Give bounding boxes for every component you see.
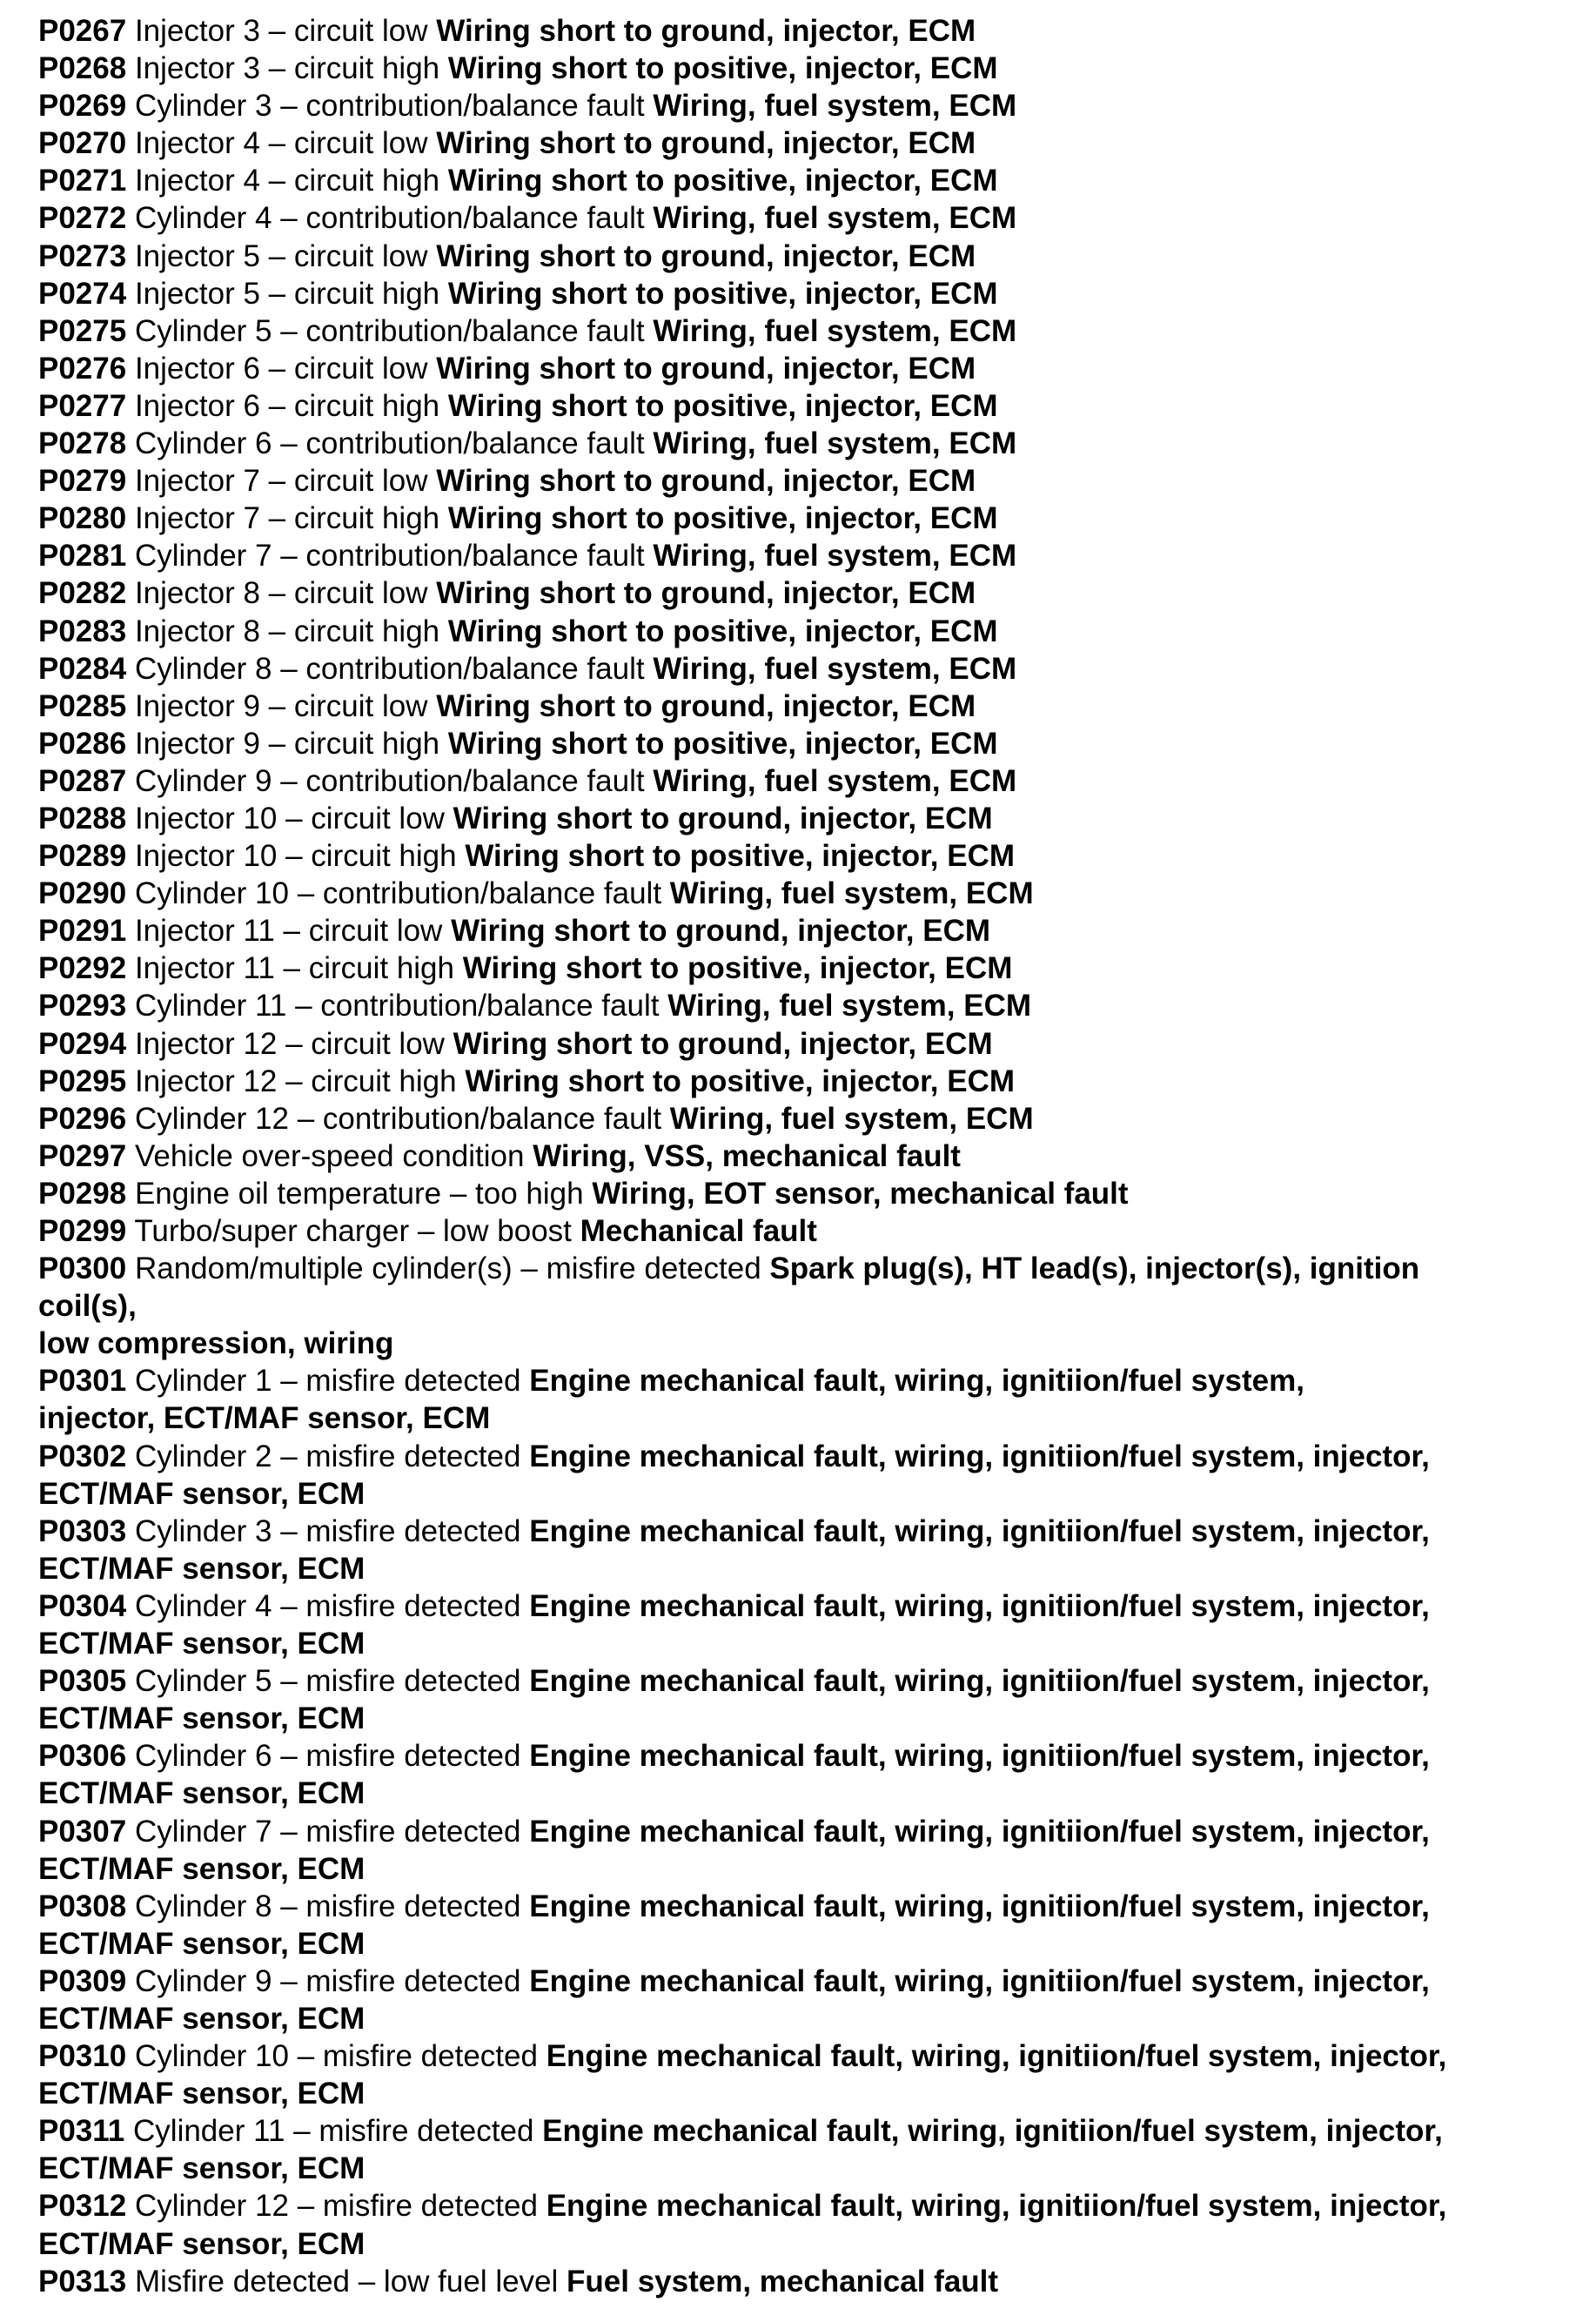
dtc-code: P0268 [38,51,127,86]
dtc-code: P0271 [38,164,127,198]
dtc-entry-line [38,987,1561,1024]
dtc-description: Injector 6 – circuit low [134,351,428,386]
dtc-code: P0280 [38,501,127,536]
dtc-possible-causes-continued: ECT/MAF sensor, ECM [38,1926,365,1961]
dtc-entry-line [38,500,1561,537]
dtc-possible-causes: Wiring, fuel system, ECM [653,426,1017,461]
dtc-possible-causes: Engine mechanical fault, wiring, ignitiion/fuel system, injector, [546,2189,1447,2224]
dtc-entry [38,1025,1561,1063]
dtc-possible-causes: Wiring short to positive, injector, ECM [447,388,998,423]
dtc-code: P0308 [38,1889,127,1923]
dtc-code: P0300 [38,1252,127,1286]
dtc-entry [38,688,1561,725]
dtc-entry [38,912,1561,950]
dtc-entry-line [38,725,1561,762]
dtc-entry [38,1063,1561,1100]
dtc-code: P0272 [38,201,127,236]
dtc-description: Injector 3 – circuit low [134,14,428,48]
dtc-description: Injector 5 – circuit low [134,238,428,273]
dtc-possible-causes: Wiring, fuel system, ECM [669,876,1034,911]
dtc-entry-line [38,1513,1561,1550]
dtc-description: Cylinder 6 – misfire detected [134,1739,521,1774]
dtc-code: P0309 [38,1963,127,1998]
dtc-entry-line [38,162,1561,199]
dtc-description: Cylinder 4 – contribution/balance fault [134,201,645,236]
dtc-entry-line [38,875,1561,912]
dtc-possible-causes-continued: ECT/MAF sensor, ECM [38,1627,365,1661]
dtc-entry [38,1438,1561,1513]
dtc-entry [38,1175,1561,1212]
dtc-entry-line [38,199,1561,237]
dtc-possible-causes: Wiring short to positive, injector, ECM [447,51,998,86]
dtc-description: Cylinder 9 – contribution/balance fault [134,763,645,798]
dtc-possible-causes: Wiring, VSS, mechanical fault [533,1138,961,1173]
dtc-entry [38,500,1561,537]
dtc-description: Cylinder 10 – misfire detected [134,2039,538,2074]
dtc-possible-causes: Wiring, fuel system, ECM [653,651,1017,686]
dtc-code: P0289 [38,839,127,874]
dtc-entry [38,387,1561,425]
dtc-possible-causes: Wiring short to positive, injector, ECM [447,164,998,198]
dtc-entry-line [38,312,1561,350]
dtc-code: P0310 [38,2039,127,2074]
dtc-description: Injector 9 – circuit high [134,726,440,761]
dtc-description: Random/multiple cylinder(s) – misfire detected [134,1252,761,1286]
dtc-possible-causes: Wiring, fuel system, ECM [653,763,1017,798]
dtc-description: Injector 9 – circuit low [134,688,428,723]
dtc-entry [38,875,1561,912]
dtc-code: P0270 [38,126,127,161]
dtc-description: Cylinder 8 – misfire detected [134,1889,521,1923]
dtc-entry-line [38,537,1561,574]
dtc-entry [38,537,1561,574]
dtc-description: Cylinder 7 – contribution/balance fault [134,539,645,574]
dtc-code: P0279 [38,464,127,499]
dtc-possible-causes: Engine mechanical fault, wiring, ignitiion/fuel system, injector, [529,1439,1430,1473]
dtc-description: Cylinder 2 – misfire detected [134,1439,521,1473]
dtc-possible-causes: Wiring short to positive, injector, ECM [462,951,1013,986]
dtc-entry-line [38,650,1561,688]
dtc-possible-causes-continued: injector, ECT/MAF sensor, ECM [38,1401,491,1436]
dtc-entry-line [38,1063,1561,1100]
dtc-possible-causes: Wiring short to ground, injector, ECM [436,351,976,386]
dtc-possible-causes: Wiring short to positive, injector, ECM [447,276,998,311]
dtc-description: Cylinder 5 – contribution/balance fault [134,313,645,348]
dtc-code: P0305 [38,1664,127,1699]
dtc-entry-line [38,1138,1561,1175]
dtc-entry-line [38,50,1561,87]
dtc-entry [38,1813,1561,1888]
dtc-possible-causes: Engine mechanical fault, wiring, ignitiion/fuel system, injector, [529,1963,1430,1998]
dtc-description: Injector 11 – circuit low [134,914,443,949]
dtc-possible-causes-continued: ECT/MAF sensor, ECM [38,1851,365,1886]
dtc-description: Injector 12 – circuit low [134,1026,445,1061]
dtc-possible-causes: Wiring, fuel system, ECM [667,989,1032,1023]
dtc-entry-line [38,2187,1561,2225]
dtc-description: Cylinder 7 – misfire detected [134,1814,521,1849]
dtc-entry [38,1737,1561,1812]
dtc-description: Injector 3 – circuit high [134,51,440,86]
dtc-possible-causes: Engine mechanical fault, wiring, ignitiion/fuel system, injector, [529,1588,1430,1623]
dtc-possible-causes: Wiring short to positive, injector, ECM [447,614,998,648]
dtc-code: P0297 [38,1138,127,1173]
dtc-description: Cylinder 5 – misfire detected [134,1664,521,1699]
dtc-entry [38,2037,1561,2112]
dtc-entry [38,762,1561,800]
dtc-entry-line [38,613,1561,650]
dtc-description: Injector 10 – circuit high [134,839,457,874]
dtc-entry [38,1100,1561,1138]
dtc-entry-line [38,762,1561,800]
dtc-code: P0301 [38,1364,127,1399]
dtc-entry [38,837,1561,875]
dtc-entry [38,50,1561,87]
dtc-description: Injector 10 – circuit low [134,801,445,836]
dtc-entry-line [38,2037,1561,2075]
dtc-entry [38,1138,1561,1175]
dtc-possible-causes: Wiring short to ground, injector, ECM [453,1026,993,1061]
dtc-description: Cylinder 3 – contribution/balance fault [134,89,645,124]
dtc-entry [38,613,1561,650]
dtc-code: P0306 [38,1739,127,1774]
dtc-code: P0282 [38,576,127,611]
dtc-possible-causes: Engine mechanical fault, wiring, ignitiion/fuel system, injector, [529,1889,1430,1923]
dtc-code: P0269 [38,89,127,124]
dtc-possible-causes: Wiring short to ground, injector, ECM [436,126,976,161]
dtc-entry [38,275,1561,312]
dtc-entry [38,574,1561,612]
dtc-code: P0274 [38,276,127,311]
dtc-code: P0293 [38,989,127,1023]
dtc-entry [38,312,1561,350]
dtc-entry-line [38,124,1561,162]
dtc-code: P0273 [38,238,127,273]
dtc-code: P0291 [38,914,127,949]
dtc-entry-line [38,87,1561,124]
dtc-entry [38,725,1561,762]
dtc-entry-line [38,1438,1561,1475]
dtc-possible-causes: Engine mechanical fault, wiring, ignitiion/fuel system, injector, [542,2114,1443,2149]
dtc-possible-causes: Wiring short to positive, injector, ECM [447,501,998,536]
dtc-entry-line [38,275,1561,312]
dtc-possible-causes: Mechanical fault [580,1214,817,1248]
dtc-entry [38,1963,1561,2037]
dtc-entry-line [38,425,1561,462]
dtc-code: P0303 [38,1513,127,1548]
dtc-entry-line [38,800,1561,837]
dtc-description: Cylinder 10 – contribution/balance fault [134,876,662,911]
dtc-possible-causes: Wiring, EOT sensor, mechanical fault [592,1176,1129,1211]
dtc-description: Injector 7 – circuit high [134,501,440,536]
dtc-description: Turbo/super charger – low boost [134,1214,572,1248]
dtc-description: Cylinder 6 – contribution/balance fault [134,426,645,461]
dtc-description: Cylinder 11 – misfire detected [133,2114,534,2149]
dtc-entry [38,1513,1561,1587]
dtc-code: P0290 [38,876,127,911]
dtc-code: P0278 [38,426,127,461]
dtc-entry-line [38,1250,1561,1287]
dtc-entry [38,950,1561,987]
dtc-code-list [38,12,1561,2300]
dtc-possible-causes-continued: ECT/MAF sensor, ECM [38,2226,365,2261]
dtc-possible-causes: Wiring, fuel system, ECM [669,1101,1034,1136]
dtc-code: P0296 [38,1101,127,1136]
dtc-description: Cylinder 12 – contribution/balance fault [134,1101,662,1136]
dtc-code: P0299 [38,1214,127,1248]
dtc-possible-causes: Wiring short to ground, injector, ECM [436,464,976,499]
dtc-description: Cylinder 9 – misfire detected [134,1963,521,1998]
dtc-entry-line [38,462,1561,500]
dtc-entry [38,1662,1561,1737]
dtc-entry-line [38,1362,1561,1399]
dtc-possible-causes-continued: ECT/MAF sensor, ECM [38,2001,365,2036]
dtc-code: P0295 [38,1064,127,1098]
dtc-possible-causes-continued: ECT/MAF sensor, ECM [38,1476,365,1511]
dtc-entry-line [38,238,1561,275]
dtc-code: P0283 [38,614,127,648]
dtc-possible-causes: Wiring short to positive, injector, ECM [465,839,1016,874]
dtc-description: Cylinder 1 – misfire detected [134,1364,521,1399]
dtc-entry-line [38,1025,1561,1063]
dtc-description: Injector 6 – circuit high [134,388,440,423]
dtc-code: P0275 [38,313,127,348]
dtc-entry [38,1888,1561,1963]
dtc-code: P0277 [38,388,127,423]
dtc-entry-line [38,1813,1561,1850]
dtc-description: Cylinder 4 – misfire detected [134,1588,521,1623]
dtc-entry [38,987,1561,1024]
dtc-description: Cylinder 3 – misfire detected [134,1513,521,1548]
dtc-entry [38,1212,1561,1250]
dtc-possible-causes: Wiring, fuel system, ECM [653,313,1017,348]
dtc-possible-causes-continued: coil(s), [38,1289,137,1324]
dtc-possible-causes: Engine mechanical fault, wiring, ignitiion/fuel system, injector, [529,1513,1430,1548]
dtc-entry [38,462,1561,500]
dtc-code: P0287 [38,763,127,798]
dtc-entry [38,238,1561,275]
dtc-entry-line [38,350,1561,387]
dtc-description: Injector 11 – circuit high [134,951,454,986]
dtc-entry [38,1362,1561,1437]
dtc-possible-causes-continued: ECT/MAF sensor, ECM [38,1551,365,1586]
dtc-description: Injector 8 – circuit high [134,614,440,648]
dtc-entry [38,199,1561,237]
dtc-possible-causes: Wiring short to ground, injector, ECM [436,238,976,273]
dtc-possible-causes: Spark plug(s), HT lead(s), injector(s), ignition [769,1252,1420,1286]
dtc-entry [38,1587,1561,1662]
dtc-possible-causes: Wiring, fuel system, ECM [653,539,1017,574]
dtc-possible-causes: Engine mechanical fault, wiring, ignitiion/fuel system, injector, [529,1739,1430,1774]
dtc-code: P0313 [38,2264,127,2299]
dtc-code: P0307 [38,1814,127,1849]
dtc-possible-causes: Engine mechanical fault, wiring, ignitiion/fuel system, injector, [529,1664,1430,1699]
dtc-entry-line [38,1175,1561,1212]
dtc-code: P0304 [38,1588,127,1623]
dtc-description: Engine oil temperature – too high [134,1176,584,1211]
dtc-possible-causes-continued: ECT/MAF sensor, ECM [38,2151,365,2186]
dtc-entry [38,425,1561,462]
dtc-code: P0288 [38,801,127,836]
dtc-description: Injector 5 – circuit high [134,276,440,311]
dtc-entry-line [38,1888,1561,1925]
dtc-entry [38,800,1561,837]
dtc-entry [38,124,1561,162]
dtc-entry-line [38,12,1561,50]
dtc-description: Injector 4 – circuit low [134,126,428,161]
dtc-entry-line [38,1737,1561,1775]
dtc-code: P0285 [38,688,127,723]
dtc-possible-causes-continued: ECT/MAF sensor, ECM [38,2077,365,2111]
dtc-code: P0312 [38,2189,127,2224]
dtc-description: Cylinder 11 – contribution/balance fault [134,989,660,1023]
dtc-possible-causes: Wiring short to ground, injector, ECM [451,914,991,949]
dtc-description: Misfire detected – low fuel level [134,2264,559,2299]
dtc-possible-causes: Wiring, fuel system, ECM [653,201,1017,236]
dtc-code: P0267 [38,14,127,48]
dtc-entry-line [38,688,1561,725]
dtc-code: P0294 [38,1026,127,1061]
dtc-possible-causes-continued: ECT/MAF sensor, ECM [38,1776,365,1811]
dtc-possible-causes: Wiring short to ground, injector, ECM [436,688,976,723]
dtc-entry [38,650,1561,688]
dtc-possible-causes: Engine mechanical fault, wiring, ignitiion/fuel system, injector, [529,1814,1430,1849]
dtc-description: Cylinder 8 – contribution/balance fault [134,651,645,686]
dtc-entry-line [38,1212,1561,1250]
dtc-possible-causes-continued: low compression, wiring [38,1326,394,1361]
dtc-entry-line [38,950,1561,987]
dtc-description: Vehicle over-speed condition [134,1138,525,1173]
dtc-possible-causes: Wiring short to ground, injector, ECM [436,576,976,611]
dtc-code: P0281 [38,539,127,574]
dtc-description: Injector 4 – circuit high [134,164,440,198]
dtc-entry-line [38,387,1561,425]
dtc-entry-line [38,1662,1561,1700]
dtc-entry [38,350,1561,387]
dtc-entry-line [38,574,1561,612]
dtc-code: P0311 [38,2114,125,2149]
dtc-possible-causes: Wiring short to ground, injector, ECM [453,801,993,836]
dtc-code: P0276 [38,351,127,386]
dtc-entry-line [38,2263,1561,2300]
dtc-entry [38,87,1561,124]
dtc-entry [38,2187,1561,2262]
dtc-entry-line [38,1963,1561,2000]
dtc-possible-causes: Engine mechanical fault, wiring, ignitiion/fuel system, [529,1364,1304,1399]
dtc-description: Cylinder 12 – misfire detected [134,2189,538,2224]
dtc-entry-line [38,912,1561,950]
dtc-description: Injector 7 – circuit low [134,464,428,499]
dtc-description: Injector 8 – circuit low [134,576,428,611]
dtc-code: P0292 [38,951,127,986]
dtc-entry [38,12,1561,50]
dtc-possible-causes: Fuel system, mechanical fault [567,2264,999,2299]
dtc-description: Injector 12 – circuit high [134,1064,457,1098]
dtc-entry-line [38,2112,1561,2150]
dtc-possible-causes: Wiring short to positive, injector, ECM [447,726,998,761]
dtc-entry-line [38,1100,1561,1138]
dtc-possible-causes: Wiring, fuel system, ECM [653,89,1017,124]
dtc-possible-causes: Engine mechanical fault, wiring, ignitiion/fuel system, injector, [546,2039,1447,2074]
dtc-entry [38,162,1561,199]
dtc-code: P0298 [38,1176,127,1211]
dtc-possible-causes-continued: ECT/MAF sensor, ECM [38,1701,365,1736]
dtc-entry [38,1250,1561,1362]
dtc-code: P0284 [38,651,127,686]
dtc-possible-causes: Wiring short to positive, injector, ECM [465,1064,1016,1098]
dtc-code: P0286 [38,726,127,761]
dtc-entry [38,2112,1561,2187]
dtc-possible-causes: Wiring short to ground, injector, ECM [436,14,976,48]
dtc-entry [38,2263,1561,2300]
dtc-entry-line [38,1587,1561,1625]
dtc-entry-line [38,837,1561,875]
dtc-code: P0302 [38,1439,127,1473]
